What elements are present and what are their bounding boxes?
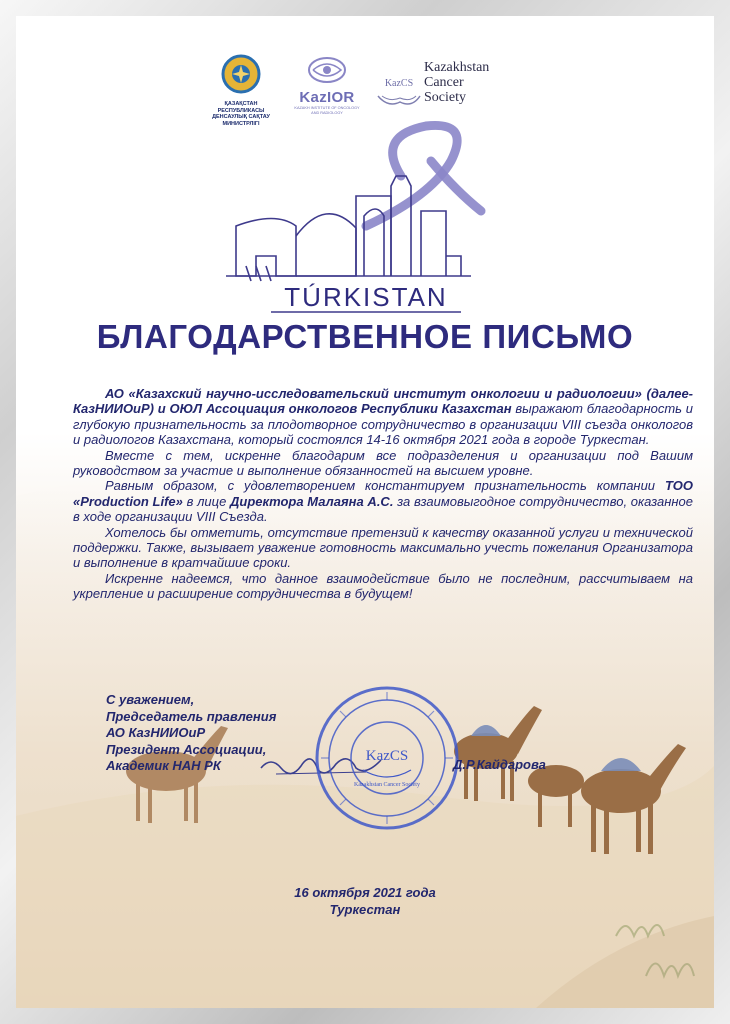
date-block (16, 884, 714, 918)
signature-line: Председатель правления (106, 708, 277, 724)
stamp-subtitle: Kazakhstan Cancer Society (354, 782, 420, 788)
signature-line: С уважением, (106, 692, 195, 707)
paragraph: Хотелось бы отметить, отсутствие претензий к качеству оказанной услуги и технической поддержки. Также, вызывает уважение готовность максимально учесть пожелания Организатора и выполнение в кратчайшие сроки. (73, 524, 693, 571)
director-name: Директора Малаяна А.С. (230, 493, 394, 509)
ministry-caption-line: ҚАЗАҚСТАН РЕСПУБЛИКАСЫ (217, 101, 265, 114)
ministry-caption-line: МИНИСТРЛІГІ (222, 120, 260, 127)
paragraph (73, 478, 693, 524)
kazior-logo (292, 56, 362, 115)
signer-name: Д.Р.Кайдарова (453, 757, 546, 772)
official-stamp (313, 684, 461, 832)
hands-icon (374, 66, 424, 110)
paragraph-text: в лице (182, 493, 231, 509)
paragraph (73, 386, 693, 448)
paragraph-text: Равным образом, с удовлетворением константируем признательность компании (105, 478, 665, 494)
paragraph-text: выражают благодарность и глубокую признательность за плодотворное сотрудничество в организации VIII съезда онкологов и радиологов Казахстана, который состоялся 14-16 октября 2021 года в городе Туркестан. (73, 401, 693, 448)
company-name: ТОО «Production Life» (73, 478, 693, 509)
kazior-name: KazIOR (299, 89, 355, 106)
kazcs-name-line: Kazakhstan (424, 60, 490, 75)
kazcs-name-line: Society (424, 90, 466, 105)
paragraph-bold: АО «Казахский научно-исследовательский институт онкологии и радиологии» (далее-КазНИИОиР) и ОЮЛ Ассоциация онкологов Республики Казахстан (73, 386, 693, 417)
letter-city: Туркестан (329, 902, 401, 917)
signature-line: АО КазНИИОиР (106, 725, 206, 740)
paragraph-text: за взаимовыгодное сотрудничество, оказанное в ходе организации VIII Съезда. (73, 493, 693, 525)
kazcs-name-line: Cancer (424, 75, 464, 90)
kazcs-logo (374, 58, 524, 118)
globe-icon (305, 56, 349, 84)
turkistan-wordmark: TÚRKISTAN (284, 282, 448, 312)
letter-title: БЛАГОДАРСТВЕННОЕ ПИСЬМО (96, 318, 634, 355)
paragraph: Искренне надеемся, что данное взаимодействие было не последним, рассчитываем на укрепление и расширение сотрудничества в будущем! (73, 570, 693, 602)
ministry-caption-line: ДЕНСАУЛЫҚ САҚТАУ (212, 114, 270, 120)
letter-body (73, 386, 693, 602)
kazcs-mark: KazCS (384, 78, 414, 89)
turkistan-event-logo (216, 116, 516, 316)
kazior-sub-line: KAZAKH INSTITUTE OF ONCOLOGY (294, 106, 360, 110)
paragraph: Вместе с тем, искренне благодарим все подразделения и организации под Вашим руководством за участие и выполнение обязанностей на высшем уровне. (73, 447, 693, 479)
letter-date: 16 октября 2021 года (294, 885, 436, 900)
state-emblem-icon (221, 54, 261, 94)
signature-line: Академик НАН РК (106, 758, 221, 773)
stamp-mark: KazCS (365, 748, 409, 764)
signature-line: Президент Ассоциации, (106, 741, 267, 757)
kazior-sub-line: AND RADIOLOGY (311, 110, 343, 115)
letter-sheet (16, 16, 714, 1008)
